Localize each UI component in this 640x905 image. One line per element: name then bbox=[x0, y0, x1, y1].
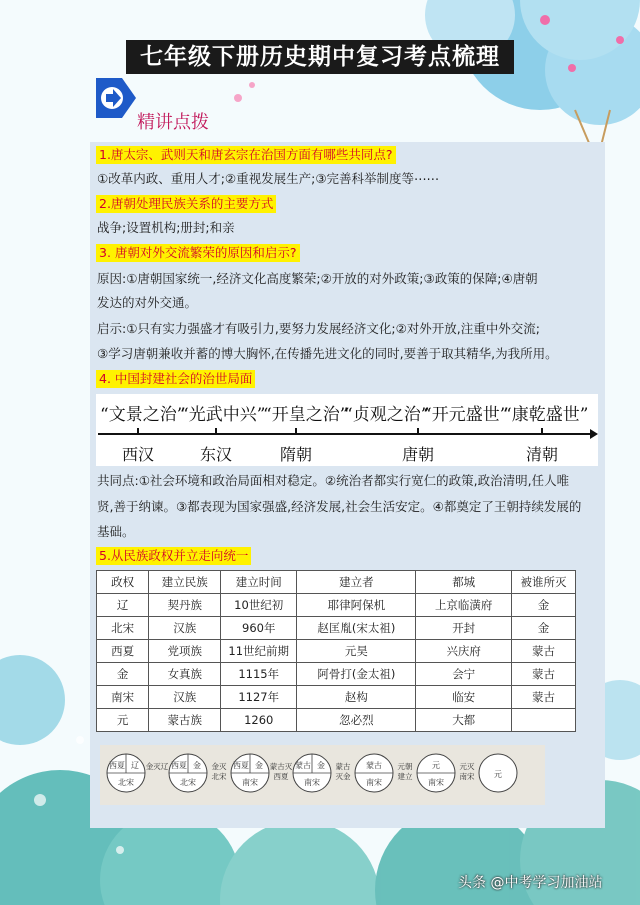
table-header: 建立时间 bbox=[221, 571, 297, 594]
question-2: 2.唐朝处理民族关系的主要方式 bbox=[96, 195, 276, 213]
table-cell: 辽 bbox=[97, 594, 149, 617]
table-header-row bbox=[97, 571, 576, 594]
table-cell: 金 bbox=[97, 663, 149, 686]
table-cell: 元 bbox=[97, 709, 149, 732]
table-row bbox=[97, 617, 576, 640]
table-cell: 汉族 bbox=[149, 686, 221, 709]
table-header: 建立者 bbox=[297, 571, 416, 594]
era-label: “光武中兴” bbox=[180, 405, 266, 425]
dynasty-label: 西汉 bbox=[122, 445, 155, 464]
regime-label: 蒙古 bbox=[295, 761, 311, 770]
table-cell: 忽必烈 bbox=[297, 709, 416, 732]
table-cell: 1260 bbox=[221, 709, 297, 732]
regime-label: 南宋 bbox=[366, 778, 382, 787]
table-cell: 南宋 bbox=[97, 686, 149, 709]
dynasty-label: 清朝 bbox=[526, 445, 559, 464]
table-cell: 1115年 bbox=[221, 663, 297, 686]
era-label: “贞观之治” bbox=[344, 405, 430, 425]
question-5: 5.从民族政权并立走向统一 bbox=[96, 547, 251, 565]
answer-1: ①改革内政、重用人才;②重视发展生产;③完善科举制度等⋯⋯ bbox=[97, 171, 440, 186]
question-1: 1.唐太宗、武则天和唐玄宗在治国方面有哪些共同点? bbox=[96, 146, 396, 164]
answer-2: 战争;设置机构;册封;和亲 bbox=[97, 220, 235, 235]
table-cell: 汉族 bbox=[149, 617, 221, 640]
table-cell: 蒙古 bbox=[511, 686, 575, 709]
regime-label: 西夏 bbox=[171, 761, 187, 770]
transition-label: 蒙古灭 bbox=[269, 762, 293, 771]
table-cell: 1127年 bbox=[221, 686, 297, 709]
table-cell: 上京临潢府 bbox=[416, 594, 511, 617]
table-cell: 北宋 bbox=[97, 617, 149, 640]
arrow-right-icon bbox=[96, 78, 136, 118]
regime-label: 辽 bbox=[131, 761, 139, 770]
table-cell: 10世纪初 bbox=[221, 594, 297, 617]
regime-label: 元 bbox=[432, 761, 440, 770]
regime-label: 北宋 bbox=[180, 778, 196, 787]
table-cell: 临安 bbox=[416, 686, 511, 709]
dynasty-label: 东汉 bbox=[200, 445, 233, 464]
dynasty-table bbox=[96, 570, 576, 732]
table-cell: 大都 bbox=[416, 709, 511, 732]
table-cell: 元昊 bbox=[297, 640, 416, 663]
page-title: 七年级下册历史期中复习考点梳理 bbox=[126, 40, 514, 74]
regime-label: 南宋 bbox=[428, 778, 444, 787]
regime-label: 南宋 bbox=[242, 778, 258, 787]
era-label: “开皇之治” bbox=[263, 405, 349, 425]
regime-diagram-svg bbox=[100, 745, 545, 805]
answer-3-line: 原因:①唐朝国家统一,经济文化高度繁荣;②开放的对外政策;③政策的保障;④唐朝 bbox=[97, 271, 538, 286]
answer-3-line: 发达的对外交通。 bbox=[97, 295, 198, 310]
table-cell: 赵匡胤(宋太祖) bbox=[297, 617, 416, 640]
regime-label: 西夏 bbox=[109, 761, 125, 770]
transition-label: 金灭辽 bbox=[145, 762, 169, 771]
table-cell: 金 bbox=[511, 617, 575, 640]
question-3: 3. 唐朝对外交流繁荣的原因和启示? bbox=[96, 244, 300, 262]
table-cell: 阿骨打(金太祖) bbox=[297, 663, 416, 686]
table-row bbox=[97, 640, 576, 663]
table-cell: 960年 bbox=[221, 617, 297, 640]
table-cell: 兴庆府 bbox=[416, 640, 511, 663]
era-label: “文景之治” bbox=[100, 405, 186, 425]
regime-diagram bbox=[100, 745, 545, 805]
table-row bbox=[97, 709, 576, 732]
table-cell: 耶律阿保机 bbox=[297, 594, 416, 617]
table-row bbox=[97, 594, 576, 617]
regime-label: 西夏 bbox=[233, 761, 249, 770]
transition-label: 元灭 bbox=[459, 762, 475, 771]
table-cell: 金 bbox=[511, 594, 575, 617]
table-cell: 赵构 bbox=[297, 686, 416, 709]
regime-label: 金 bbox=[255, 761, 263, 770]
transition-label: 金灭 bbox=[211, 762, 227, 771]
table-cell: 蒙古族 bbox=[149, 709, 221, 732]
answer-4-line: 贤,善于纳谏。③都表现为国家强盛,经济发展,社会生活安定。④都奠定了王朝持续发展的 bbox=[97, 499, 582, 514]
answer-3-line: 启示:①只有实力强盛才有吸引力,要努力发展经济文化;②对外开放,注重中外交流; bbox=[97, 321, 540, 336]
table-cell: 蒙古 bbox=[511, 663, 575, 686]
table-cell: 11世纪前期 bbox=[221, 640, 297, 663]
section-tag: 精讲点拨 bbox=[137, 112, 209, 133]
table-cell: 党项族 bbox=[149, 640, 221, 663]
timeline-axis bbox=[96, 394, 598, 466]
transition-label: 建立 bbox=[397, 772, 413, 781]
regime-label: 金 bbox=[317, 761, 325, 770]
question-4: 4. 中国封建社会的治世局面 bbox=[96, 370, 255, 388]
regime-label: 元 bbox=[494, 770, 502, 779]
regime-label: 南宋 bbox=[304, 778, 320, 787]
table-header: 政权 bbox=[97, 571, 149, 594]
table-cell bbox=[511, 709, 575, 732]
table-cell: 西夏 bbox=[97, 640, 149, 663]
answer-4-line: 基础。 bbox=[97, 524, 135, 539]
regime-label: 北宋 bbox=[118, 778, 134, 787]
transition-label: 灭金 bbox=[335, 772, 351, 781]
transition-label: 元朝 bbox=[397, 762, 413, 771]
answer-4-line: 共同点:①社会环境和政治局面相对稳定。②统治者都实行宽仁的政策,政治清明,任人唯 bbox=[97, 473, 570, 488]
table-header: 被谁所灭 bbox=[511, 571, 575, 594]
table-header: 建立民族 bbox=[149, 571, 221, 594]
era-label: “康乾盛世” bbox=[503, 405, 589, 425]
transition-label: 北宋 bbox=[211, 772, 227, 781]
table-row bbox=[97, 686, 576, 709]
table-header: 都城 bbox=[416, 571, 511, 594]
table-cell: 会宁 bbox=[416, 663, 511, 686]
watermark: 头条 @中考学习加油站 bbox=[458, 875, 603, 891]
dynasty-label: 唐朝 bbox=[402, 445, 435, 464]
era-label: “开元盛世” bbox=[423, 405, 509, 425]
transition-label: 南宋 bbox=[459, 772, 475, 781]
dynasty-label: 隋朝 bbox=[280, 445, 313, 464]
table-cell: 契丹族 bbox=[149, 594, 221, 617]
regime-label: 金 bbox=[193, 761, 201, 770]
timeline bbox=[96, 394, 598, 466]
answer-3-line: ③学习唐朝兼收并蓄的博大胸怀,在传播先进文化的同时,要善于取其精华,为我所用。 bbox=[97, 346, 558, 361]
table-cell: 女真族 bbox=[149, 663, 221, 686]
transition-label: 西夏 bbox=[273, 772, 289, 781]
transition-label: 蒙古 bbox=[335, 762, 351, 771]
table-row bbox=[97, 663, 576, 686]
table-cell: 开封 bbox=[416, 617, 511, 640]
table-cell: 蒙古 bbox=[511, 640, 575, 663]
regime-label: 蒙古 bbox=[366, 761, 382, 770]
